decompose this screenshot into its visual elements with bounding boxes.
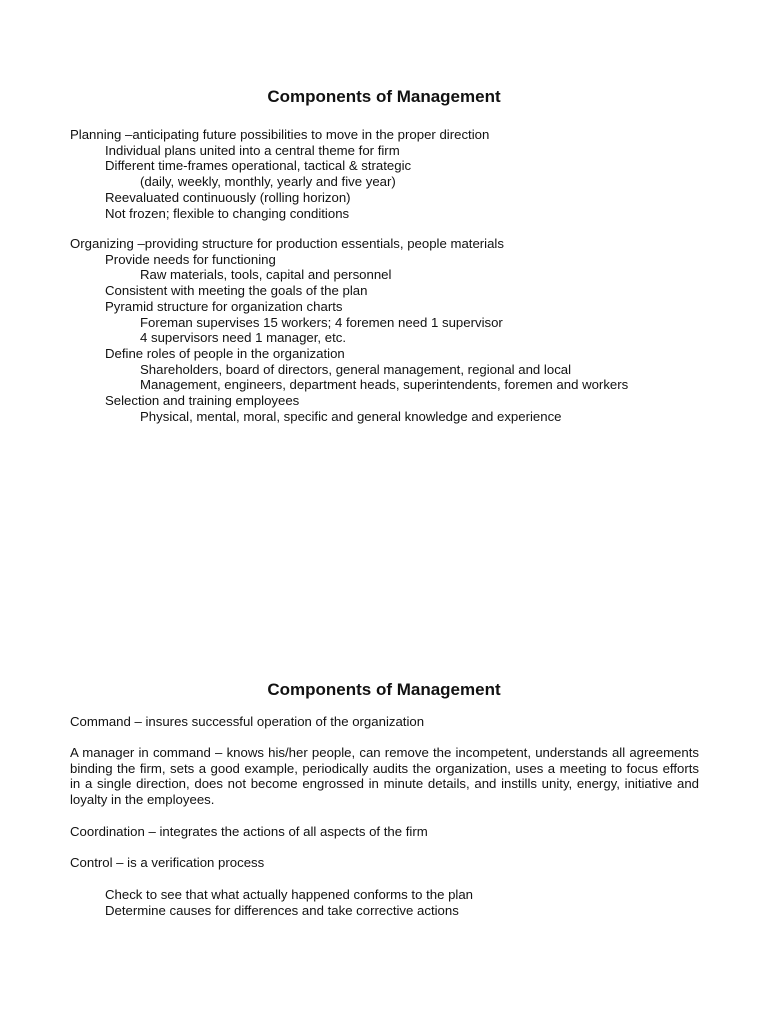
outline-item: Individual plans united into a central theme for firm [105,142,400,158]
outline-item: Pyramid structure for organization charts [105,298,343,314]
outline-item: Foreman supervises 15 workers; 4 foremen need 1 supervisor [140,314,503,330]
outline-item: Selection and training employees [105,393,300,409]
outline-item: Provide needs for functioning [105,251,276,267]
outline-item: Shareholders, board of directors, general management, regional and local [140,361,572,377]
outline-item: 4 supervisors need 1 manager, etc. [140,330,346,346]
control-step: Check to see that what actually happened conforms to the plan [105,887,474,902]
coordination-definition: Coordination – integrates the actions of all aspects of the firm [70,824,428,839]
outline-item: Define roles of people in the organization [105,345,345,361]
outline-item: Different time-frames operational, tactical & strategic [105,158,412,174]
outline-item: Consistent with meeting the goals of the plan [105,283,368,299]
outline-item: Management, engineers, department heads, superintendents, foremen and workers [140,377,629,393]
outline-item: (daily, weekly, monthly, yearly and five year) [140,174,396,190]
control-step: Determine causes for differences and take corrective actions [105,902,459,918]
page-title: Components of Management [267,87,501,106]
command-definition: Command – insures successful operation of the organization [70,714,425,729]
outline-heading: Organizing –providing structure for production essentials, people materials [70,236,504,251]
planning-outline [70,127,710,221]
organizing-outline [70,236,710,424]
outline-item: Raw materials, tools, capital and personnel [140,267,392,283]
outline-item: Physical, mental, moral, specific and general knowledge and experience [140,408,562,424]
outline-heading: Planning –anticipating future possibilities to move in the proper direction [70,127,490,142]
manager-paragraph: A manager in command – knows his/her people, can remove the incompetent, understands all agreements binding the firm, sets a good example, periodically audits the organization, uses a meeting to focus efforts in a single direction, does not become engrossed in minute details, and instills unity, energy, initiative and loyalty in the employees. [70,745,699,808]
page-title: Components of Management [267,680,501,699]
control-steps-list [105,887,473,918]
outline-item: Not frozen; flexible to changing conditions [105,205,350,221]
outline-item: Reevaluated continuously (rolling horizon) [105,189,351,205]
control-definition: Control – is a verification process [70,855,265,870]
